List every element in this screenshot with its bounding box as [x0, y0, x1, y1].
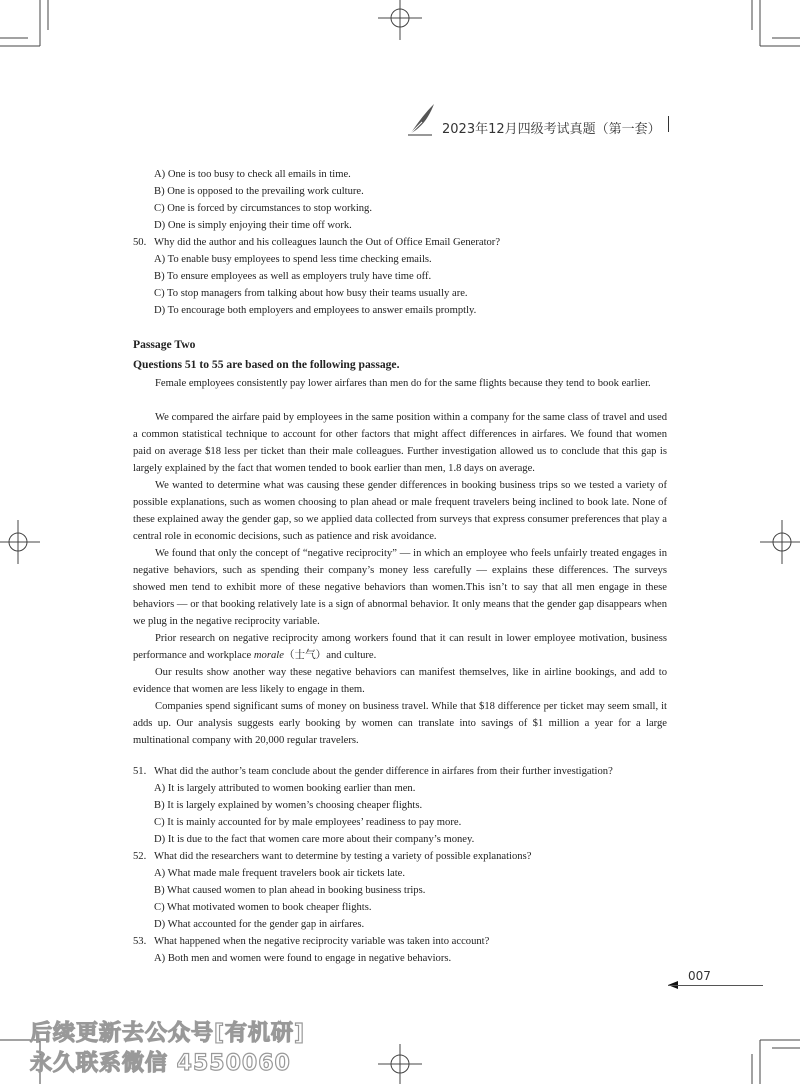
- q52-option-d: D) What accounted for the gender gap in airfares.: [154, 919, 365, 930]
- q51-number: 51.: [133, 766, 147, 777]
- passage-paragraph: We found that only the concept of “negative reciprocity” — in which an employee who feels unfairly treated engages in negative behaviors, such as spending their company’s money less carefully — explains these differences. The surveys showed men tend to exhibit more of these negative behaviors than women.This isn’t to say that all men engage in these behaviors — or that booking relatively late is a sign of abnormal behavior. It only means that the gender gap disappears when we plug in the negative reciprocity variable.: [133, 548, 667, 627]
- passage-paragraph: We compared the airfare paid by employees in the same position within a company for the same class of travel and used a common statistical technique to account for other factors that might affect differences in airfares. We found that women paid on average $18 less per ticket than their male colleagues. Further investigation allowed us to conclude that this gap is largely explained by the fact that women tended to book earlier than men, 1.8 days on average.: [133, 412, 667, 474]
- paragraph-text: Prior research on negative reciprocity among workers found that it can result in lower employee motivation, business performance and workplace: [133, 633, 667, 661]
- q50-option-d: D) To encourage both employers and employees to answer emails promptly.: [154, 305, 477, 316]
- q50-option-c: C) To stop managers from talking about how busy their teams usually are.: [154, 288, 468, 299]
- header-divider: [668, 116, 669, 132]
- q52-option-c: C) What motivated women to book cheaper flights.: [154, 902, 372, 913]
- passage-paragraph: Our results show another way these negative behaviors can manifest themselves, like in airline bookings, and add to evidence that women are less likely to engage in them.: [133, 667, 667, 695]
- passage-paragraph: We wanted to determine what was causing these gender differences in booking business trips so we tested a variety of possible explanations, such as women choosing to plan ahead or male frequent travelers being inclined to book late. None of these explained away the gender gap, so we applied data collected from surveys that express consumer preferences that play a central role in economic decisions, such as patience and risk avoidance.: [133, 480, 667, 542]
- footer-rule: [668, 985, 763, 986]
- q50-question: Why did the author and his colleagues launch the Out of Office Email Generator?: [154, 237, 501, 248]
- q50-option-a: A) To enable busy employees to spend less time checking emails.: [154, 254, 432, 265]
- passage-instruction: Questions 51 to 55 are based on the following passage.: [133, 358, 400, 371]
- passage-paragraph: [133, 630, 667, 664]
- q51-option-a: A) It is largely attributed to women booking earlier than men.: [154, 783, 416, 794]
- passage-paragraph: Female employees consistently pay lower airfares than men do for the same flights because they tend to book earlier.: [155, 378, 651, 389]
- q52-number: 52.: [133, 851, 147, 862]
- passage-paragraph: Companies spend significant sums of money on business travel. While that $18 difference per ticket may seem small, it adds up. Our analysis suggests early booking by women can translate into savings of $1 million a year for a large multinational company with 20,000 regular travelers.: [133, 701, 667, 746]
- q49-option-c: C) One is forced by circumstances to stop working.: [154, 203, 373, 214]
- header-title: 2023年12月四级考试真题（第一套）: [442, 122, 661, 137]
- q51-question: What did the author’s team conclude about the gender difference in airfares from their further investigation?: [154, 766, 613, 777]
- page-header: [408, 102, 673, 136]
- q49-option-b: B) One is opposed to the prevailing work culture.: [154, 186, 364, 197]
- q51-option-b: B) It is largely explained by women’s choosing cheaper flights.: [154, 800, 423, 811]
- q49-option-d: D) One is simply enjoying their time off work.: [154, 220, 352, 231]
- q53-option-a: A) Both men and women were found to engage in negative behaviors.: [154, 953, 452, 964]
- feather-icon: [408, 102, 438, 136]
- passage-title: Passage Two: [133, 338, 196, 351]
- page-number: 007: [688, 969, 711, 983]
- q53-number: 53.: [133, 936, 147, 947]
- q52-question: What did the researchers want to determine by testing a variety of possible explanations?: [154, 851, 532, 862]
- q52-option-b: B) What caused women to plan ahead in booking business trips.: [154, 885, 426, 896]
- q50-number: 50.: [133, 237, 147, 248]
- q51-option-d: D) It is due to the fact that women care more about their company’s money.: [154, 834, 475, 845]
- watermark-line-2: 永久联系微信 4550060: [30, 1051, 291, 1076]
- q53-question: What happened when the negative reciprocity variable was taken into account?: [154, 936, 490, 947]
- paragraph-text: （士气）and culture.: [283, 650, 377, 661]
- q52-option-a: A) What made male frequent travelers book air tickets late.: [154, 868, 406, 879]
- q49-option-a: A) One is too busy to check all emails in time.: [154, 169, 351, 180]
- italic-term: morale: [253, 650, 284, 661]
- q51-option-c: C) It is mainly accounted for by male employees’ readiness to pay more.: [154, 817, 462, 828]
- q50-option-b: B) To ensure employees as well as employers truly have time off.: [154, 271, 432, 282]
- watermark-line-1: 后续更新去公众号[有机研]: [30, 1021, 306, 1046]
